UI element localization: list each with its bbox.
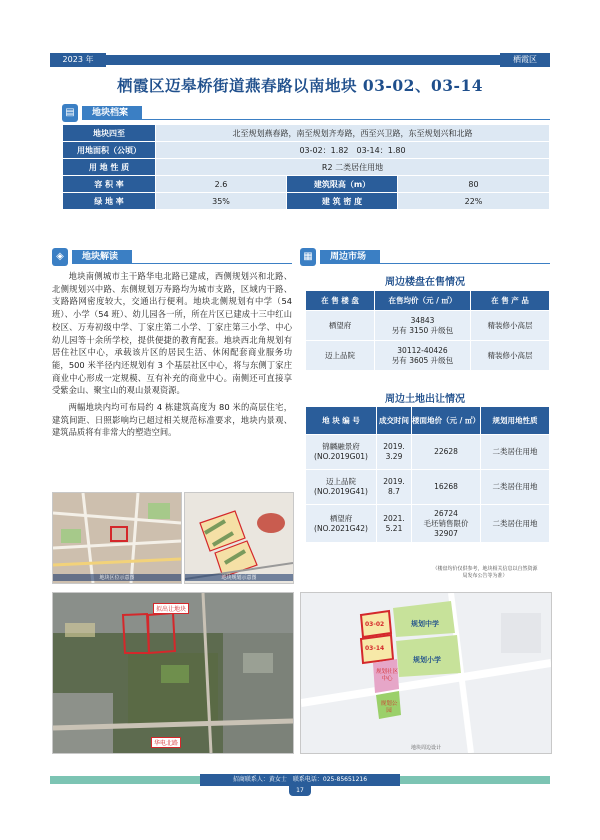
land-table <box>305 406 550 543</box>
plan-label: 规划中学 <box>411 620 439 628</box>
aerial-photo-graphic <box>53 593 293 753</box>
surrounding-plan <box>300 592 552 754</box>
plan-label: 规划小学 <box>413 656 441 664</box>
footer-contact: 招商联系人：黄女士 联系电话：025-85651216 <box>200 774 400 786</box>
cell-name: 锦麟融景府 (NO.2019G01) <box>306 435 377 470</box>
cell-price: 22628 <box>412 435 481 470</box>
section-head-market <box>300 250 550 264</box>
cell-price: 34843 另有 3150 升级包 <box>375 311 471 341</box>
surrounding-plan-graphic <box>301 593 551 753</box>
year-tab: 2023 年 <box>50 53 106 67</box>
analysis-paragraph: 地块南侧城市主干路华电北路已建成，西侧规划兴和北路、北侧规划兴中路、东侧规划万寿路均为城市支路，区域内干路、支路路网密度较大，交通出行便利。地块北侧规划有中学（54 班）、小学（54 班）、幼儿园各一所，所在片区已建成十三中红山校区、万寿初级中学、丁家庄第二小学、丁家庄第三小学、中心幼儿园等十余所学校，提供便捷的教育配套。地块西北角规划有居住社区中心，承载该片区的居民生活、休闲配套商业服务功能，500 米半径内还规划有 3 个基层社区中心，将与东侧丁家庄商业中心形成一定规模、互有补充的商业中心。南侧还可直接享受紫金山、聚宝山的观山景观资源。 <box>52 271 292 396</box>
section-head-analysis <box>52 250 292 264</box>
table-row <box>63 125 550 142</box>
profile-key: 用 地 性 质 <box>63 159 156 176</box>
profile-value: 03-02：1.82 03-14：1.80 <box>156 142 550 159</box>
profile-value: 80 <box>398 176 550 193</box>
cell-use: 二类居住用地 <box>481 505 550 543</box>
page-title: 栖霞区迈皋桥街道燕春路以南地块 03-02、03-14 <box>116 76 484 95</box>
aerial-photo <box>52 592 294 754</box>
table-header-row <box>306 407 550 435</box>
table-row <box>63 142 550 159</box>
location-map <box>52 492 182 584</box>
cell-name: 栖望府 (NO.2021G42) <box>306 505 377 543</box>
cell-name: 迈上品院 <box>306 341 375 371</box>
photo-label: 华电北路 <box>151 737 181 748</box>
plan-label: 03-14 <box>365 645 385 652</box>
profile-value: 35% <box>156 193 287 210</box>
section-title: 地块解读 <box>72 250 132 264</box>
analysis-text <box>52 270 292 439</box>
planning-map <box>184 492 294 584</box>
profile-key: 绿 地 率 <box>63 193 156 210</box>
cell-use: 二类居住用地 <box>481 470 550 505</box>
sale-table-title: 周边楼盘在售情况 <box>385 277 465 288</box>
section-head-profile <box>62 106 550 120</box>
chart-icon: ◈ <box>52 248 68 266</box>
column-header: 地 块 编 号 <box>306 407 377 435</box>
section-title: 周边市场 <box>320 250 380 264</box>
cell-name: 栖望府 <box>306 311 375 341</box>
profile-value: 22% <box>398 193 550 210</box>
profile-key: 容 积 率 <box>63 176 156 193</box>
table-row <box>306 435 550 470</box>
profile-key: 建 筑 密 度 <box>287 193 398 210</box>
sale-table <box>305 290 550 371</box>
table-row <box>63 159 550 176</box>
section-title: 地块档案 <box>82 106 142 120</box>
cell-date: 2021. 5.21 <box>377 505 412 543</box>
profile-value: 北至规划燕春路，南至规划齐寿路，西至兴卫路，东至规划兴和北路 <box>156 125 550 142</box>
table-row <box>306 470 550 505</box>
table-note: （楼盘均价仅供参考，地块相关信息以自然资源 局发布公告等为准） <box>432 566 538 579</box>
land-table-title: 周边土地出让情况 <box>385 394 465 405</box>
table-row <box>63 176 550 193</box>
column-header: 楼面地价（元 / ㎡） <box>412 407 481 435</box>
map-caption: 地块区位示意图 <box>53 574 181 581</box>
table-row <box>306 341 550 371</box>
table-header-row <box>306 291 550 311</box>
profile-key: 用地面积（公顷） <box>63 142 156 159</box>
photo-label: 拟出让地块 <box>153 603 189 614</box>
analysis-paragraph: 两幅地块内均可布局约 4 栋建筑高度为 80 米的高层住宅，建筑间距、日照影响均已超过相关规范标准要求，地块内景观、建筑品质将有非常大的塑造空间。 <box>52 402 292 438</box>
cell-product: 精装修小高层 <box>471 341 550 371</box>
cell-date: 2019. 3.29 <box>377 435 412 470</box>
plan-label: 规划公园 <box>380 701 398 714</box>
cell-price: 26724 毛坯销售限价 32907 <box>412 505 481 543</box>
table-row <box>63 193 550 210</box>
column-header: 在 售 产 品 <box>471 291 550 311</box>
page-number: 17 <box>289 786 311 796</box>
cell-name: 迈上品院 (NO.2019G41) <box>306 470 377 505</box>
column-header: 规划用地性质 <box>481 407 550 435</box>
cell-product: 精装修小高层 <box>471 311 550 341</box>
map-caption: 地块周边设计 <box>410 745 441 751</box>
map-caption: 地块规划示意图 <box>185 574 293 581</box>
cell-date: 2019. 8.7 <box>377 470 412 505</box>
table-row <box>306 505 550 543</box>
document-icon: ▤ <box>62 104 78 122</box>
profile-table <box>62 124 550 210</box>
column-header: 在售均价（元 / ㎡） <box>375 291 471 311</box>
column-header: 成交时间 <box>377 407 412 435</box>
profile-value: R2 二类居住用地 <box>156 159 550 176</box>
cell-price: 30112-40426 另有 3605 升级包 <box>375 341 471 371</box>
cell-use: 二类居住用地 <box>481 435 550 470</box>
column-header: 在 售 楼 盘 <box>306 291 375 311</box>
profile-key: 地块四至 <box>63 125 156 142</box>
planning-map-graphic <box>185 493 293 583</box>
location-map-graphic <box>53 493 181 583</box>
profile-value: 2.6 <box>156 176 287 193</box>
header-bar <box>50 55 550 65</box>
profile-key: 建筑限高（m） <box>287 176 398 193</box>
district-tab: 栖霞区 <box>500 53 550 67</box>
plan-label: 03-02 <box>365 621 385 628</box>
building-icon: ▦ <box>300 248 316 266</box>
cell-price: 16268 <box>412 470 481 505</box>
table-row <box>306 311 550 341</box>
plan-label: 规划社区中心 <box>376 669 399 682</box>
